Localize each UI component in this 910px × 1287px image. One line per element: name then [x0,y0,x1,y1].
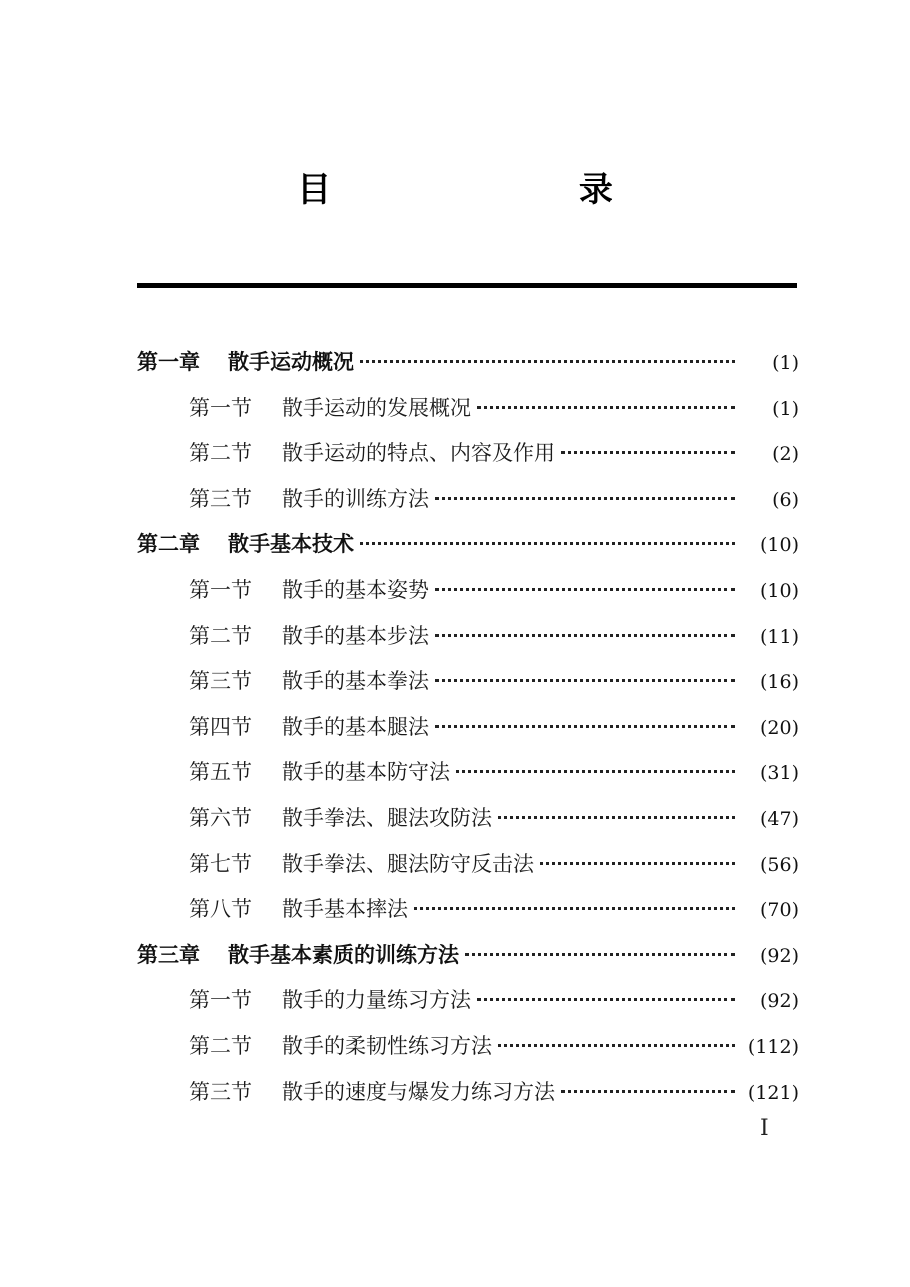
dot-leader [540,862,735,865]
chapter-number: 第二章 [137,532,200,557]
toc-section-entry[interactable] [137,842,799,888]
page-reference: (1) [772,352,799,374]
section-number: 第一节 [189,395,252,420]
dot-leader [561,1090,735,1093]
table-of-contents [137,340,799,1115]
page-reference: (16) [759,671,799,694]
page-reference: (11) [759,625,799,648]
section-number: 第四节 [189,714,252,739]
toc-section-entry[interactable] [137,1024,799,1070]
toc-section-entry[interactable] [137,978,799,1024]
section-title: 散手的力量练习方法 [282,988,471,1013]
toc-section-entry[interactable] [137,659,799,705]
section-title: 散手的基本步法 [282,623,429,648]
page-reference: (47) [759,807,799,830]
section-title: 散手运动的发展概况 [282,395,471,420]
section-title: 散手的速度与爆发力练习方法 [282,1079,555,1104]
dot-leader [435,588,735,591]
chapter-title: 散手基本技术 [228,532,354,557]
section-number: 第六节 [189,805,252,830]
section-title: 散手拳法、腿法防守反击法 [282,851,534,876]
toc-chapter-entry[interactable] [137,340,799,386]
dot-leader [435,634,735,637]
dot-leader [360,360,735,363]
section-title: 散手的基本腿法 [282,714,429,739]
section-title: 散手的训练方法 [282,486,429,511]
dot-leader [465,953,735,956]
section-number: 第二节 [189,441,252,466]
title-rule [137,283,797,288]
page-reference: (31) [759,762,799,785]
toc-section-entry[interactable] [137,477,799,523]
toc-section-entry[interactable] [137,1070,799,1116]
toc-section-entry[interactable] [137,796,799,842]
section-title: 散手拳法、腿法攻防法 [282,805,492,830]
dot-leader [561,451,735,454]
toc-section-entry[interactable] [137,750,799,796]
page-number: I [760,1116,769,1141]
section-number: 第二节 [189,1033,252,1058]
dot-leader [477,406,735,409]
section-number: 第三节 [189,486,252,511]
page-reference: (20) [759,716,799,739]
toc-section-entry[interactable] [137,431,799,477]
toc-chapter-entry[interactable] [137,933,799,979]
section-title: 散手运动的特点、内容及作用 [282,441,555,466]
section-number: 第一节 [189,577,252,602]
toc-section-entry[interactable] [137,568,799,614]
page-reference: (121) [747,1081,799,1104]
section-number: 第八节 [189,897,252,922]
chapter-number: 第一章 [137,350,200,374]
dot-leader [360,542,735,545]
toc-section-entry[interactable] [137,386,799,432]
dot-leader [498,1044,735,1047]
page-reference: (10) [759,534,799,557]
page-reference: (56) [759,853,799,876]
section-title: 散手的基本姿势 [282,577,429,602]
dot-leader [456,770,735,773]
page-reference: (2) [772,443,799,466]
section-number: 第三节 [189,669,252,694]
section-number: 第七节 [189,851,252,876]
section-number: 第三节 [189,1079,252,1104]
page-title: 目 录 [297,170,731,210]
section-number: 第一节 [189,988,252,1013]
section-title: 散手的基本防守法 [282,760,450,785]
page-reference: (10) [759,579,799,602]
dot-leader [435,679,735,682]
section-title: 散手基本摔法 [282,897,408,922]
dot-leader [435,725,735,728]
chapter-title: 散手运动概况 [228,350,354,374]
dot-leader [414,907,735,910]
page-reference: (112) [747,1035,799,1058]
page-reference: (92) [759,944,799,967]
page-reference: (1) [772,397,799,420]
page-reference: (70) [759,899,799,922]
section-title: 散手的柔韧性练习方法 [282,1033,492,1058]
page-reference: (6) [772,488,799,511]
chapter-title: 散手基本素质的训练方法 [228,942,459,967]
section-number: 第五节 [189,760,252,785]
section-title: 散手的基本拳法 [282,669,429,694]
toc-section-entry[interactable] [137,614,799,660]
dot-leader [498,816,735,819]
toc-chapter-entry[interactable] [137,522,799,568]
toc-section-entry[interactable] [137,705,799,751]
dot-leader [477,998,735,1001]
dot-leader [435,497,735,500]
page-reference: (92) [759,990,799,1013]
section-number: 第二节 [189,623,252,648]
toc-section-entry[interactable] [137,887,799,933]
chapter-number: 第三章 [137,942,200,967]
